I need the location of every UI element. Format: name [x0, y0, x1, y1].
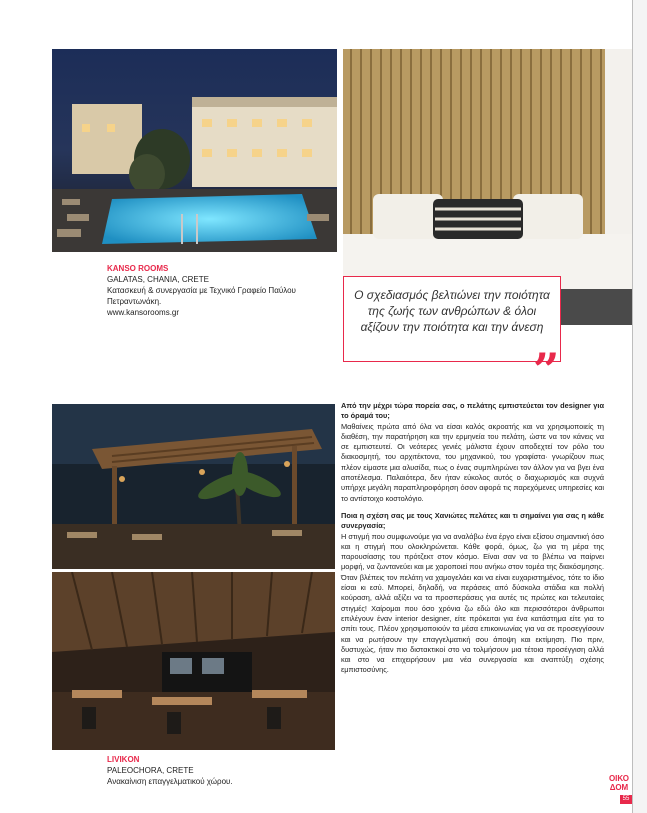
livikon-interior-photo	[52, 572, 335, 750]
magazine-logo	[608, 774, 630, 792]
interview-article	[341, 401, 604, 683]
kanso-title: KANSO ROOMS	[107, 264, 169, 273]
kanso-caption	[107, 263, 312, 318]
page-edge	[632, 0, 647, 813]
logo-line-2: ΔΟΜ	[609, 783, 629, 792]
kanso-description: Κατασκευή & συνεργασία με Τεχνικό Γραφείο Παύλου Πετραντωνάκη.	[107, 286, 296, 306]
answer-2: Η στιγμή που συμφωνούμε για να αναλάβω ένα έργο είναι εξίσου σημαντική όσο και η στιγμή που ολοκληρώνεται. Κάθε φορά, όμως, ζω για τη μέρα της παρουσίασης του πρότζεκτ στον κόσμο. Είναι σαν να το βλέπω να παίρνει μορφή, να ζωντανεύει και με χαροποιεί που ανήκω στον τομέα της διακόσμησης. Όταν βλέπεις τον πελάτη να χαμογελάει και να είναι ευχαριστημένος, τότε το ίδιο είσαι κι εσύ. Μπορεί, δηλαδή, να περάσεις από δύσκολα στάδια και πολλή κούραση, αλλά αξίζει να τα προσπεράσεις για αυτές τις πρώτες και τελευταίες στιγμές! Χαίρομαι που όσο χρόνια ζω εδώ όλο και περισσότεροι άνθρωποι επιλέγουν έναν interior designer, είτε πρόκειται για ένα κατάστημα είτε για το σπίτι τους. Πλέον χρησιμοποιούν τα μέσα επικοινωνίας για να σε προσεγγίσουν και να ρωτήσουν την επαγγελματική σου άποψη και εκτίμηση. Πιο πριν, δυστυχώς, ήταν πιο διστακτικοί στο να τολμήσουν μια τέτοια προσέγγιση αλλά και στο να επιχειρήσουν μια νέα συνεργασία και αναπτύξη σχέσης εμπιστοσύνης.	[341, 531, 604, 675]
livikon-title: LIVIKON	[107, 755, 140, 764]
livikon-location: PALEOCHORA, CRETE	[107, 766, 194, 775]
question-2: Ποια η σχέση σας με τους Χανιώτες πελάτες και τι σημαίνει για σας η κάθε συνεργασία;	[341, 510, 604, 531]
kanso-url[interactable]: www.kansorooms.gr	[107, 308, 180, 317]
kanso-pool-photo	[52, 49, 337, 252]
answer-1: Μαθαίνεις πρώτα από όλα να είσαι καλός ακροατής και να χρησιμοποιείς τη διαθέση, την παρατήρηση και την ερμηνεία του πελάτη, ώστε να τον κάνεις να σε εμπιστευτεί. Οι νεότερες γενιές μάλιστα έχουν αποδεχτεί τον ρόλο του διακοσμητή, του αρχιτέκτονα, του μηχανικού, του γραφίστα· γνωρίζουν πως πλέον είμαστε μια αλυσίδα, πως ο ένας συμπληρώνει τον άλλον για να βγει ένα αποτέλεσμα. Παλαιότερα, δεν ήταν εύκολος αυτός ο διαχωρισμός και συχνά υπήρχε μεγάλη παραπληροφόρηση όσον αφορά τις παρεχόμενες υπηρεσίες και το αντίστοιχο κοστολόγιο.	[341, 421, 604, 503]
pull-quote-text: Ο σχεδιασμός βελτιώνει την ποιότητα της ζωής των ανθρώπων & όλοι αξίζουν την ποιότητα και την άνεση	[354, 288, 550, 334]
livikon-description: Ανακαίνιση επαγγελματικού χώρου.	[107, 777, 233, 786]
kanso-location: GALATAS, CHANIA, CRETE	[107, 275, 209, 284]
question-1: Από την μέχρι τώρα πορεία σας, ο πελάτης εμπιστεύεται τον designer για το όραμά του;	[341, 401, 604, 421]
livikon-exterior-photo	[52, 404, 335, 569]
page-number: 55	[620, 795, 632, 804]
quote-mark-icon: ”	[533, 343, 560, 397]
logo-line-1: ΟΙΚΟ	[608, 774, 630, 783]
pull-quote-box	[343, 276, 561, 362]
livikon-caption	[107, 754, 307, 787]
